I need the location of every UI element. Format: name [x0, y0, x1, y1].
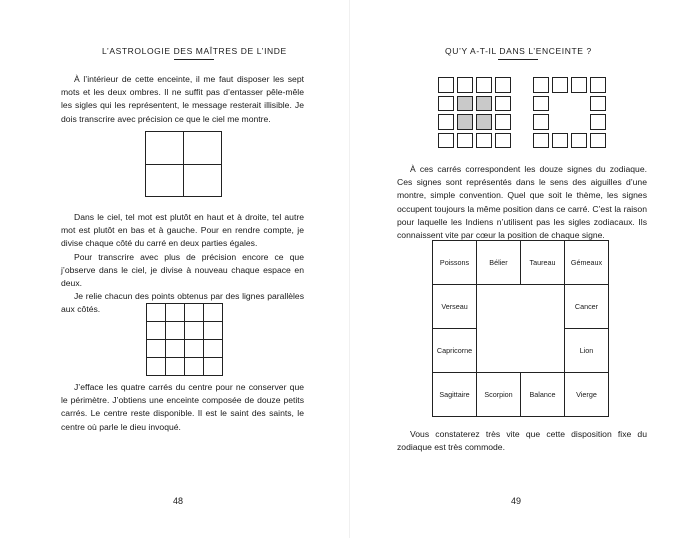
left-paragraph-3: Pour transcrire avec plus de précision encore ce que j’observe dans le ciel, je divise à nouveau chaque espace en deux. [61, 251, 304, 289]
zodiac-sign-cell: Lion [564, 328, 609, 373]
zodiac-sign-cell: Capricorne [432, 328, 477, 373]
quadrant-cell [183, 131, 222, 165]
zodiac-sign-cell: Gémeaux [564, 240, 609, 285]
quadrant-cell [145, 164, 184, 197]
grid-cell [438, 77, 454, 93]
grid-cell [146, 321, 166, 340]
grid-cell [495, 77, 511, 93]
left-paragraph-1: À l’intérieur de cette enceinte, il me faut disposer les sept mots et les deux ombres. Il ne suffit pas d’entasser pêle-mêle les sigles qui les représentent, le message resterait illisible. Je dois transcrire avec précision ce que le ciel me montre. [61, 74, 304, 124]
zodiac-sign-cell: Sagittaire [432, 372, 477, 417]
zodiac-sign-cell: Scorpion [476, 372, 521, 417]
grid-inner-cell [184, 321, 204, 340]
grid-cell [495, 114, 511, 130]
grid-inner-cell [457, 114, 473, 130]
grid-cell [146, 303, 166, 322]
zodiac-sign-cell: Poissons [432, 240, 477, 285]
grid-cell [476, 133, 492, 149]
grid-cell [184, 303, 204, 322]
grid-cell [438, 114, 454, 130]
grid-cell [533, 77, 549, 93]
grid-cell [146, 357, 166, 376]
quadrant-cell [145, 131, 184, 165]
grid-cell [203, 339, 223, 358]
grid-cell [533, 133, 549, 149]
right-paragraph-2: Vous constaterez très vite que cette disposition fixe du zodiaque est très commode. [397, 429, 647, 453]
grid-cell [533, 114, 549, 130]
right-running-head [445, 46, 592, 60]
square-divided-in-two-diagram [145, 131, 222, 197]
grid-inner-cell [165, 321, 185, 340]
grid-cell [476, 77, 492, 93]
grid-cell [590, 77, 606, 93]
right-running-head-rule [498, 59, 538, 60]
grid-cell [495, 133, 511, 149]
left-running-head [102, 46, 287, 60]
right-paragraph-1: À ces carrés correspondent les douze signes du zodiaque. Ces signes sont représentés dans le sens des aiguilles d’une montre, simple convention. Quel que soit le thème, les signes occupent toujours la même position dans ce carré. C’est la raison pour laquelle les Indiens n’utilisent pas les sigles zodiacaux. Ils connaissent vite par cœur la position de chaque signe. [397, 164, 647, 241]
grid-cell [146, 339, 166, 358]
right-page [350, 0, 700, 538]
left-paragraph-2: Dans le ciel, tel mot est plutôt en haut et à droite, tel autre mot est plutôt en bas et à gauche. Pour en rendre compte, je divise chaque côté du carré en deux parties égales. [61, 212, 304, 249]
grid-cell [552, 133, 568, 149]
zodiac-chart-grid [432, 240, 608, 416]
grid-inner-cell [476, 96, 492, 112]
sixteen-square-grid-diagram [146, 303, 222, 375]
grid-cell [438, 133, 454, 149]
grid-cell [552, 77, 568, 93]
right-page-number: 49 [511, 496, 522, 506]
grid-cell [203, 321, 223, 340]
grid-cell [571, 77, 587, 93]
grid-inner-cell [184, 339, 204, 358]
grid-with-shaded-center-diagram [437, 76, 513, 150]
zodiac-sign-cell: Taureau [520, 240, 565, 285]
grid-cell [571, 133, 587, 149]
grid-cell [165, 357, 185, 376]
right-paragraph-2-block [397, 428, 647, 454]
grid-cell [457, 133, 473, 149]
grid-cell [533, 96, 549, 112]
perimeter-enclosure-diagram [532, 76, 608, 150]
grid-cell [203, 303, 223, 322]
quadrant-cell [183, 164, 222, 197]
left-paragraph-4: Je relie chacun des points obtenus par des lignes parallèles aux côtés. [61, 291, 304, 315]
left-running-head-rule [174, 59, 214, 60]
grid-inner-cell [476, 114, 492, 130]
grid-inner-cell [457, 96, 473, 112]
right-running-head-text: QU’Y A-T-IL DANS L’ENCEINTE ? [445, 46, 592, 56]
left-paragraph-5-block [61, 381, 304, 434]
zodiac-sign-cell: Balance [520, 372, 565, 417]
grid-cell [184, 357, 204, 376]
grid-cell [438, 96, 454, 112]
zodiac-sign-cell: Bélier [476, 240, 521, 285]
grid-cell [457, 77, 473, 93]
zodiac-sign-cell: Cancer [564, 284, 609, 329]
zodiac-sign-cell: Vierge [564, 372, 609, 417]
left-paragraph-5: J’efface les quatre carrés du centre pour ne conserver que le périmètre. J’obtiens une enceinte composée de douze petits carrés. Le centre reste disponible. Il est le saint des saints, le centre où parle le dieu invoqué. [61, 382, 304, 432]
grid-cell [590, 96, 606, 112]
grid-inner-cell [165, 339, 185, 358]
left-page-number: 48 [173, 496, 184, 506]
grid-cell [165, 303, 185, 322]
grid-cell [495, 96, 511, 112]
right-paragraph-1-block [397, 163, 647, 242]
grid-cell [590, 114, 606, 130]
zodiac-sign-cell: Verseau [432, 284, 477, 329]
grid-cell [203, 357, 223, 376]
left-running-head-text: L’ASTROLOGIE DES MAÎTRES DE L’INDE [102, 46, 287, 56]
grid-cell [590, 133, 606, 149]
left-paragraphs-2-4-block [61, 211, 304, 317]
left-paragraph-1-block [61, 73, 304, 126]
